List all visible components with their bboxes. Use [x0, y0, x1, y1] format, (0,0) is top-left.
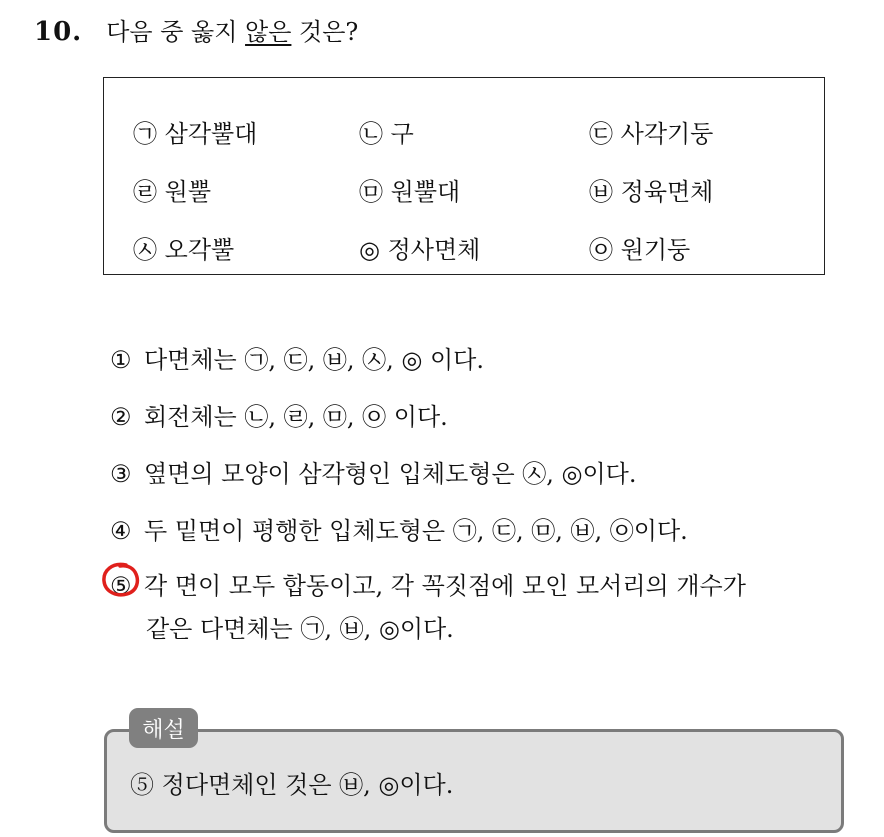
question-text-underlined: 않은 — [245, 18, 292, 46]
question-number: 10. — [34, 17, 83, 47]
choice-text: 두 밑면이 평행한 입체도형은 ㉠, ㉢, ㉤, ㉥, ㉧이다. — [144, 517, 688, 545]
choice-3[interactable] — [110, 454, 636, 489]
box-item: ㉡ 구 — [359, 120, 414, 148]
choice-number: ① — [110, 346, 132, 374]
explanation-label: 해설 — [129, 708, 198, 748]
choice-text: 회전체는 ㉡, ㉣, ㉤, ㉧ 이다. — [144, 403, 448, 431]
question-text-before: 다음 중 옳지 — [106, 18, 246, 46]
box-item: ㉣ 원뿔 — [133, 178, 211, 206]
question-text — [106, 12, 358, 47]
box-item: ㉠ 삼각뿔대 — [133, 120, 258, 148]
choice-text: 다면체는 ㉠, ㉢, ㉥, ㉦, ◎ 이다. — [144, 346, 484, 374]
box-item: ㉧ 원기둥 — [589, 236, 691, 264]
choice-number: ⑤ — [110, 572, 132, 600]
choice-2[interactable] — [110, 397, 448, 432]
explanation-text: ⑤ 정다면체인 것은 ㉥, ◎이다. — [130, 771, 454, 799]
choice-number: ③ — [110, 460, 132, 488]
choice-1[interactable] — [110, 340, 484, 375]
choice-text: 각 면이 모두 합동이고, 각 꼭짓점에 모인 모서리의 개수가 — [144, 572, 746, 600]
box-item: ㉢ 사각기둥 — [589, 120, 714, 148]
choice-4[interactable] — [110, 511, 688, 546]
question-header — [34, 12, 358, 52]
question-text-after: 것은? — [291, 18, 359, 46]
box-item: ㉤ 원뿔대 — [359, 178, 461, 206]
answer-circle-mark-icon — [100, 561, 144, 599]
choice-text: 옆면의 모양이 삼각형인 입체도형은 ㉦, ◎이다. — [144, 460, 637, 488]
choice-5[interactable] — [110, 566, 746, 601]
box-item: ㉦ 오각뿔 — [133, 236, 235, 264]
choice-number: ④ — [110, 517, 132, 545]
choice-number: ② — [110, 403, 132, 431]
choice-5-line-2: 같은 다면체는 ㉠, ㉥, ◎이다. — [146, 615, 454, 643]
box-item: ◎ 정사면체 — [359, 236, 481, 264]
box-item: ㉥ 정육면체 — [589, 178, 714, 206]
